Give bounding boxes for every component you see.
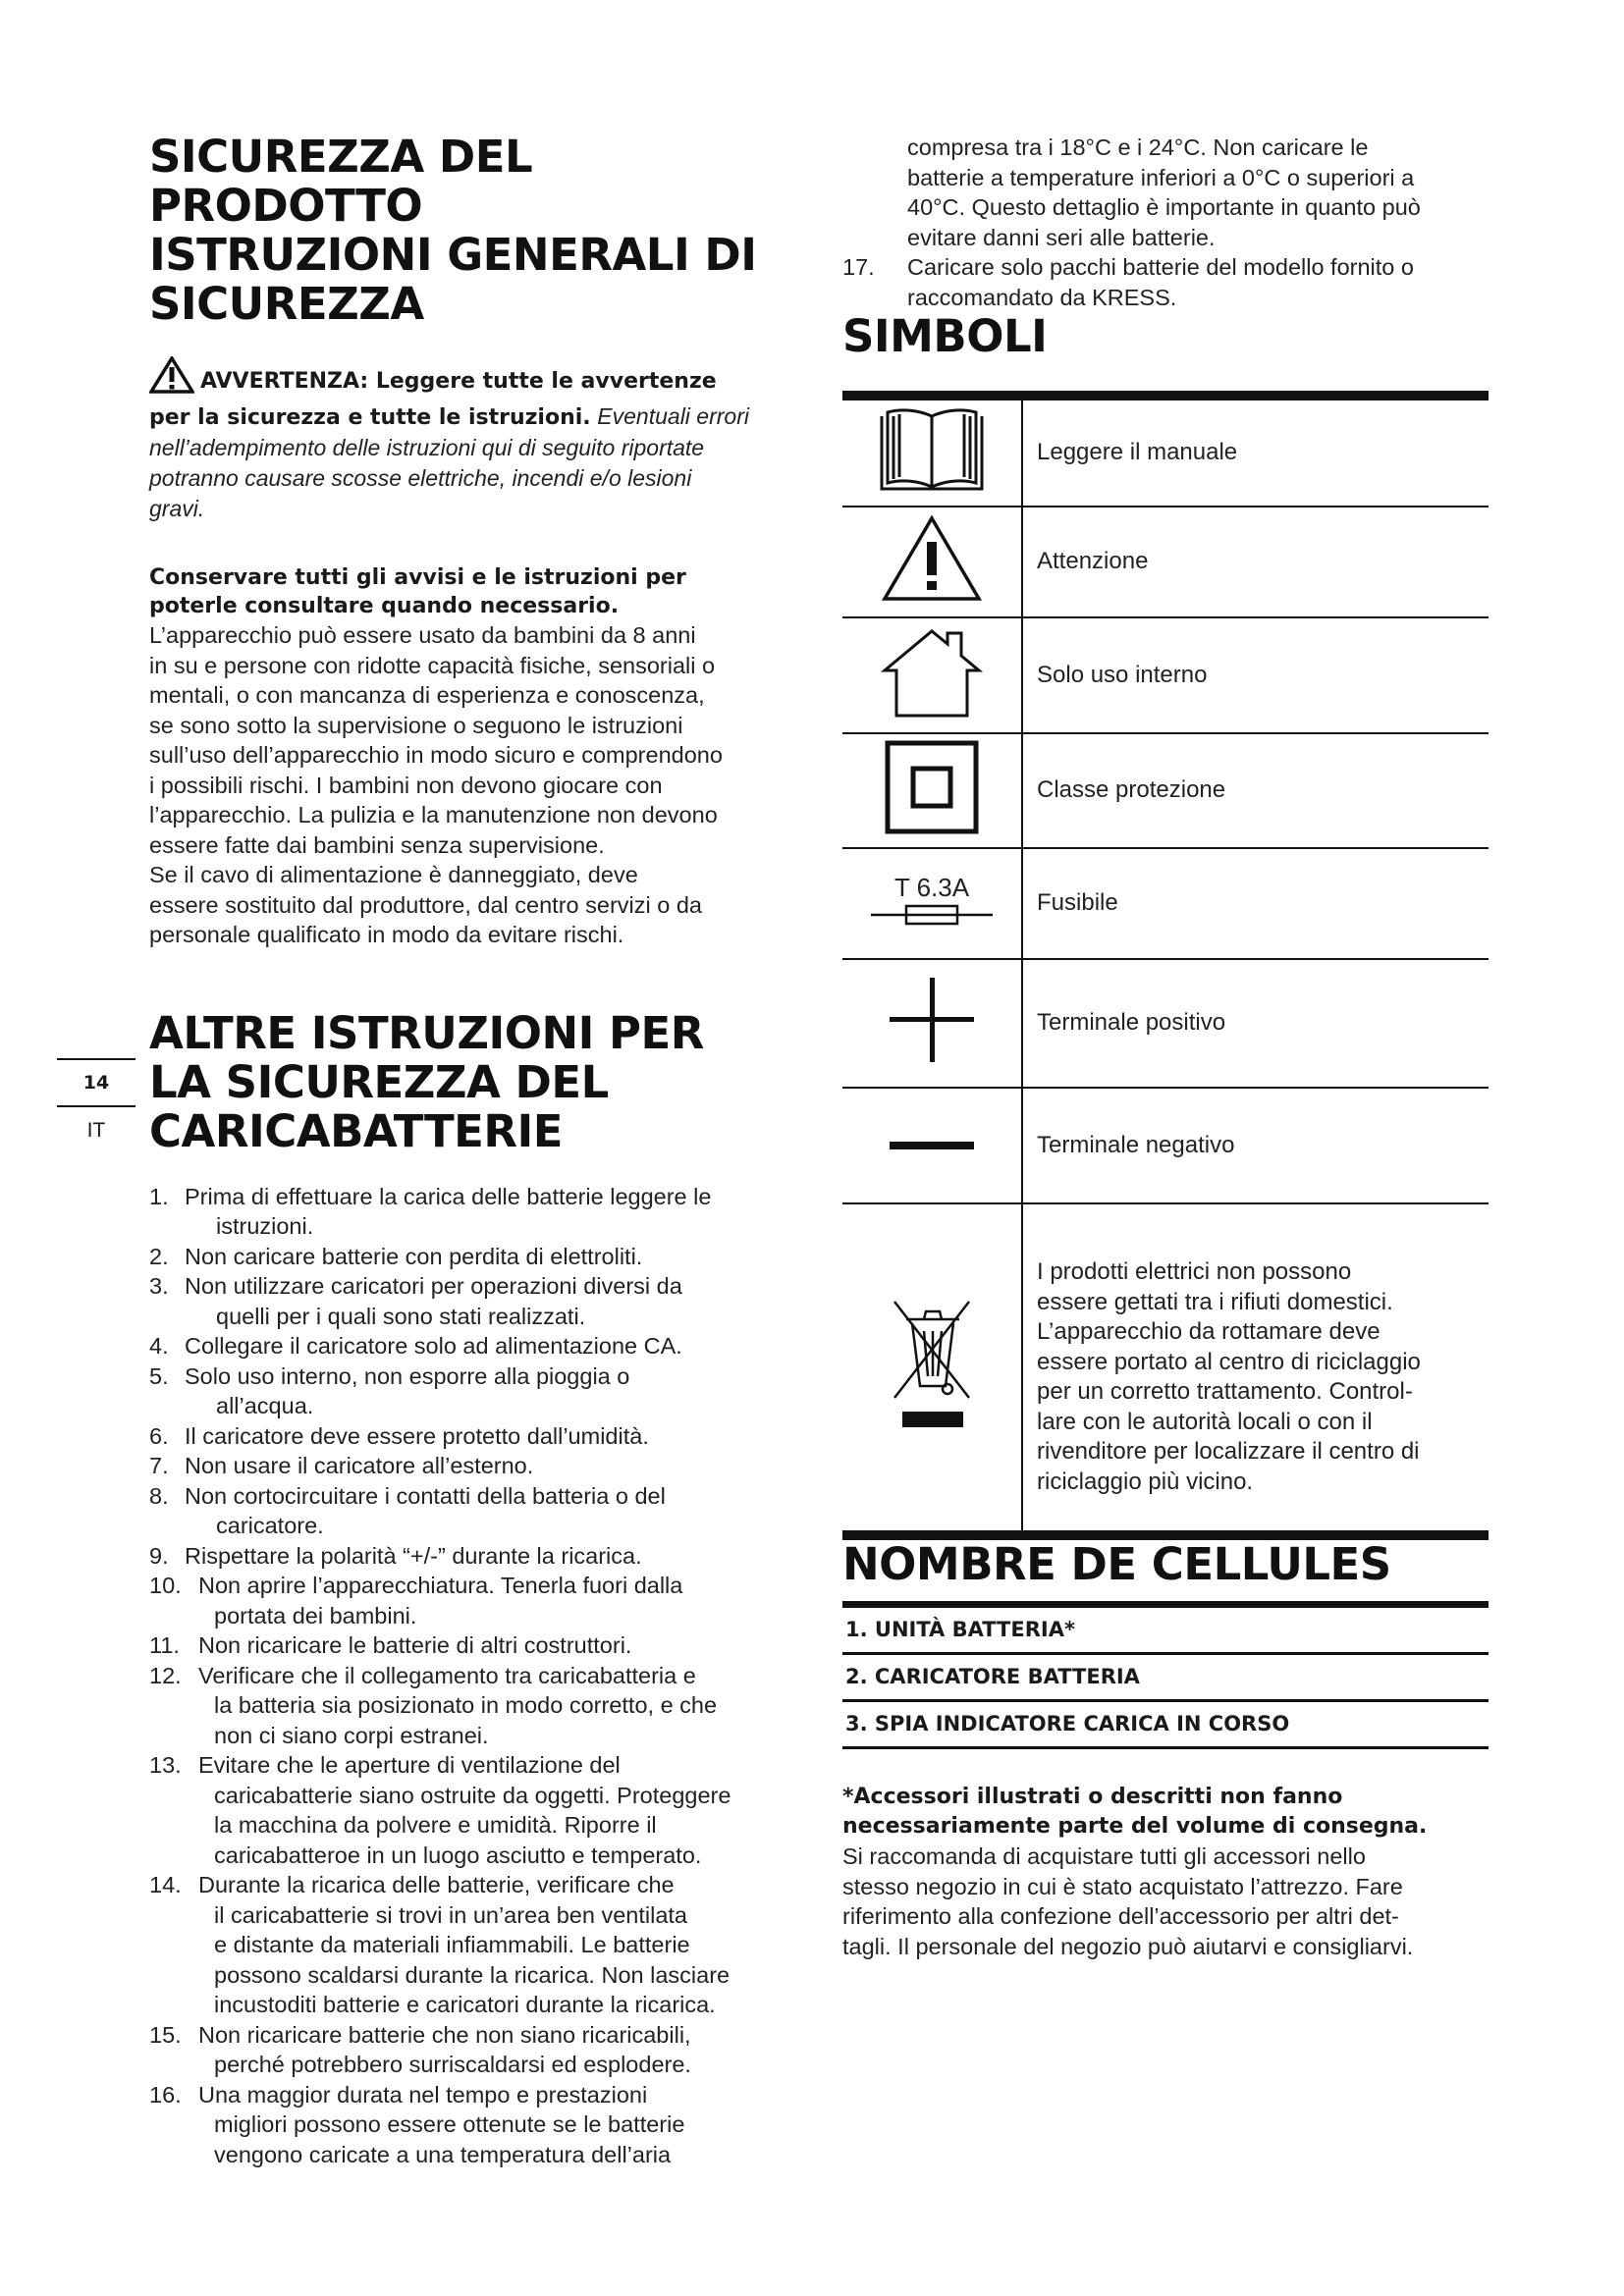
item-number: 9.: [149, 1542, 169, 1569]
section-title-caricabatterie: [149, 1006, 805, 1157]
item-text: 40°C. Questo dettaglio è importante in quanto può: [907, 194, 1421, 220]
notice-line: *Accessori illustrati o descritti non fanno: [842, 1785, 1343, 1809]
accessories-notice: [842, 1783, 1492, 1842]
title-line: SICUREZZA: [149, 278, 424, 330]
list-item: [149, 1571, 805, 1630]
item-text: Collegare il caricatore solo ad alimentazione CA.: [185, 1333, 682, 1359]
weee-line: riciclaggio più vicino.: [1037, 1468, 1254, 1495]
item-text: vengono caricate a una temperatura dell’aria: [214, 2141, 672, 2167]
table-row: [842, 396, 1489, 507]
item-number: 16.: [149, 2081, 182, 2108]
symbol-description: Leggere il manuale: [1022, 396, 1489, 507]
table-row: [842, 507, 1489, 617]
item-number: 12.: [149, 1662, 182, 1688]
body-line: sull’uso dell’apparecchio in modo sicuro e comprendono: [149, 742, 723, 768]
item-text: raccomandato da KRESS.: [907, 284, 1177, 310]
list-item: [149, 1870, 805, 2020]
item-number: 2.: [149, 1243, 169, 1269]
item-text: Verificare che il collegamento tra caricabatteria e: [198, 1662, 696, 1688]
item-text: portata dei bambini.: [214, 1602, 417, 1629]
item-text: evitare danni seri alle batterie.: [907, 224, 1216, 250]
title-line: PRODOTTO: [149, 180, 423, 232]
list-item: [842, 252, 1492, 312]
item-text: Non ricaricare batterie che non siano ricaricabili,: [198, 2021, 691, 2048]
list-item: [149, 2080, 805, 2170]
body-line: in su e persone con ridotte capacità fisiche, sensoriali o: [149, 652, 716, 678]
list-item: [149, 1362, 805, 1421]
weee-line: per un corretto trattamento. Control-: [1037, 1378, 1413, 1405]
body-line: Se il cavo di alimentazione è danneggiato, deve: [149, 862, 638, 887]
section-title-sicurezza: [149, 133, 805, 329]
table-row: [842, 733, 1489, 848]
keep-line: Conservare tutti gli avvisi e le istruzioni per: [149, 565, 686, 590]
item-number: 14.: [149, 1872, 182, 1897]
list-item: [149, 1242, 805, 1272]
item-text: Una maggior durata nel tempo e prestazioni: [198, 2081, 648, 2108]
item-text: Non cortocircuitare i contatti della batteria o del: [185, 1482, 666, 1509]
warning-text: nell’adempimento delle istruzioni qui di seguito riportate: [149, 435, 705, 460]
list-item: [149, 1331, 805, 1362]
house-icon: [842, 617, 1022, 733]
note-line: riferimento alla confezione dell’accessorio per altri det-: [842, 1903, 1399, 1929]
page-marker: [57, 1058, 135, 1143]
symbol-description: Attenzione: [1022, 507, 1489, 617]
item-text: e distante da materiali infiammabili. Le batterie: [214, 1932, 690, 1957]
table-row: [842, 1203, 1489, 1535]
item-number: 15.: [149, 2021, 182, 2048]
list-item: [149, 1481, 805, 1541]
list-item-16-continuation: [842, 133, 1492, 312]
item-number: 8.: [149, 1482, 169, 1509]
weee-line: I prodotti elettrici non possono: [1037, 1258, 1352, 1285]
weee-line: essere gettati tra i rifiuti domestici.: [1037, 1288, 1393, 1315]
item-number: 13.: [149, 1752, 182, 1778]
item-number: 7.: [149, 1453, 169, 1478]
item-text: caricabatterie siano ostruite da oggetti. Proteggere: [214, 1782, 731, 1808]
list-item: [149, 1541, 805, 1572]
table-row: [842, 848, 1489, 959]
title-line: ALTRE ISTRUZIONI PER: [149, 1006, 704, 1059]
item-text: Non caricare batterie con perdita di elettroliti.: [185, 1243, 643, 1269]
list-item: [149, 1630, 805, 1661]
safety-body-text: [149, 620, 805, 950]
item-number: 11.: [149, 1632, 180, 1658]
body-line: se sono sotto la supervisione o seguono le istruzioni: [149, 712, 683, 738]
warning-heading-cont: per la sicurezza e tutte le istruzioni.: [149, 405, 591, 430]
left-column: [149, 133, 805, 2169]
symbol-description: [1022, 1203, 1489, 1535]
symbol-description: Fusibile: [1022, 848, 1489, 959]
item-text: istruzioni.: [216, 1213, 314, 1239]
item-text: quelli per i quali sono stati realizzati.: [216, 1303, 586, 1329]
list-item: 2. CARICATORE BATTERIA: [842, 1655, 1489, 1702]
title-line: SICUREZZA DEL: [149, 131, 533, 183]
item-text: Non usare il caricatore all’esterno.: [185, 1453, 534, 1478]
language-code: IT: [86, 1119, 106, 1142]
warning-text: Eventuali errori: [597, 403, 749, 429]
list-item: [149, 1750, 805, 1870]
item-text: batterie a temperature inferiori a 0°C o superiori a: [907, 164, 1415, 190]
item-text: Caricare solo pacchi batterie del modello fornito o: [907, 254, 1414, 280]
item-text: il caricabatterie si trovi in un’area ben ventilata: [214, 1901, 688, 1928]
divider: [57, 1105, 135, 1107]
item-text: caricabatteroe in un luogo asciutto e temperato.: [214, 1842, 702, 1868]
warning-text: potranno causare scosse elettriche, incendi e/o lesioni: [149, 465, 692, 491]
symbols-table: [842, 391, 1489, 1540]
fuse-rating: T 6.3A: [893, 873, 970, 902]
title-line: CARICABATTERIE: [149, 1104, 564, 1157]
item-text: migliori possono essere ottenute se le batterie: [214, 2111, 685, 2137]
right-column: [842, 133, 1492, 1961]
fuse-icon: [842, 848, 1022, 959]
table-row: [842, 617, 1489, 733]
item-text: Non ricaricare le batterie di altri costruttori.: [198, 1632, 632, 1658]
warning-text: gravi.: [149, 496, 205, 521]
weee-line: lare con le autorità locali o con il: [1037, 1408, 1373, 1435]
item-text: Durante la ricarica delle batterie, verificare che: [198, 1872, 675, 1897]
item-text: la batteria sia posizionato in modo corretto, e che: [214, 1692, 718, 1718]
book-icon: [842, 396, 1022, 507]
double-square-icon: [842, 733, 1022, 848]
item-text: Solo uso interno, non esporre alla pioggia o: [185, 1362, 630, 1389]
item-text: possono scaldarsi durante la ricarica. Non lasciare: [214, 1961, 731, 1988]
accessories-note: [842, 1842, 1492, 1961]
list-item: [149, 2020, 805, 2080]
item-text: Non aprire l’apparecchiatura. Tenerla fuori dalla: [198, 1573, 683, 1598]
charger-rules-list: [149, 1182, 805, 2170]
list-item: [149, 1182, 805, 1242]
body-line: essere sostituito dal produttore, dal centro servizi o da: [149, 891, 702, 918]
title-line: ISTRUZIONI GENERALI DI: [149, 229, 757, 281]
item-text: Non utilizzare caricatori per operazioni diversi da: [185, 1273, 682, 1299]
body-line: mentali, o con mancanza di esperienza e conoscenza,: [149, 682, 705, 708]
note-line: stesso negozio in cui è stato acquistato l’attrezzo. Fare: [842, 1873, 1403, 1899]
item-text: Il caricatore deve essere protetto dall’umidità.: [185, 1422, 649, 1449]
item-number: 6.: [149, 1422, 169, 1449]
body-line: personale qualificato in modo da evitare rischi.: [149, 922, 624, 947]
body-line: i possibili rischi. I bambini non devono giocare con: [149, 772, 663, 798]
item-number: 10.: [149, 1573, 182, 1598]
cells-title: NOMBRE DE CELLULES: [842, 1538, 1391, 1590]
list-item: 3. SPIA INDICATORE CARICA IN CORSO: [842, 1702, 1489, 1749]
minus-icon: [842, 1088, 1022, 1203]
list-item: [149, 1451, 805, 1481]
weee-line: L’apparecchio da rottamare deve: [1037, 1318, 1380, 1345]
item-number: 4.: [149, 1333, 169, 1359]
item-text: Prima di effettuare la carica delle batterie leggere le: [185, 1183, 712, 1209]
symbol-description: Terminale negativo: [1022, 1088, 1489, 1203]
title-line: LA SICUREZZA DEL: [149, 1055, 609, 1108]
symbol-description: Classe protezione: [1022, 733, 1489, 848]
keep-instructions-heading: [149, 563, 805, 620]
table-row: [842, 1088, 1489, 1203]
item-number: 1.: [149, 1183, 169, 1209]
item-text: Evitare che le aperture di ventilazione del: [198, 1752, 621, 1778]
keep-line: poterle consultare quando necessario.: [149, 594, 620, 618]
weee-line: essere portato al centro di riciclaggio: [1037, 1348, 1421, 1375]
note-line: Si raccomanda di acquistare tutti gli accessori nello: [842, 1843, 1366, 1869]
warning-paragraph: [149, 356, 805, 524]
table-row: [842, 959, 1489, 1088]
item-text: all’acqua.: [216, 1393, 314, 1418]
warning-triangle-icon: [842, 507, 1022, 617]
note-line: tagli. Il personale del negozio può aiutarvi e consigliarvi.: [842, 1933, 1414, 1959]
page-number: 14: [82, 1072, 110, 1094]
list-item: [149, 1271, 805, 1331]
notice-line: necessariamente parte del volume di consegna.: [842, 1814, 1428, 1839]
list-item: [149, 1661, 805, 1751]
symbol-description: Solo uso interno: [1022, 617, 1489, 733]
item-text: non ci siano corpi estranei.: [214, 1722, 489, 1748]
item-number: 3.: [149, 1273, 169, 1299]
symbols-title: SIMBOLI: [842, 310, 1048, 362]
item-text: compresa tra i 18°C e i 24°C. Non caricare le: [907, 134, 1369, 160]
body-line: essere fatte dai bambini senza supervisione.: [149, 831, 605, 858]
body-line: L’apparecchio può essere usato da bambini da 8 anni: [149, 622, 696, 648]
item-number: 17.: [842, 254, 875, 280]
warning-heading: AVVERTENZA: Leggere tutte le avvertenze: [200, 369, 717, 394]
item-text: Rispettare la polarità “+/-” durante la ricarica.: [185, 1542, 642, 1569]
warning-triangle-icon: [149, 356, 194, 401]
item-text: perché potrebbero surriscaldarsi ed esplodere.: [214, 2052, 691, 2077]
body-line: l’apparecchio. La pulizia e la manutenzione non devono: [149, 802, 718, 828]
item-text: la macchina da polvere e umidità. Riporre il: [214, 1812, 657, 1838]
list-item: 1. UNITÀ BATTERIA*: [842, 1608, 1489, 1655]
item-number: 5.: [149, 1362, 169, 1389]
list-item: [149, 1421, 805, 1452]
cells-list: [842, 1601, 1489, 1749]
item-text: caricatore.: [216, 1513, 324, 1538]
plus-icon: [842, 959, 1022, 1088]
crossed-bin-icon: [842, 1203, 1022, 1535]
symbol-description: Terminale positivo: [1022, 959, 1489, 1088]
item-text: incustoditi batterie e caricatori durante la ricarica.: [214, 1992, 716, 2017]
weee-line: rivenditore per localizzare il centro di: [1037, 1438, 1420, 1465]
